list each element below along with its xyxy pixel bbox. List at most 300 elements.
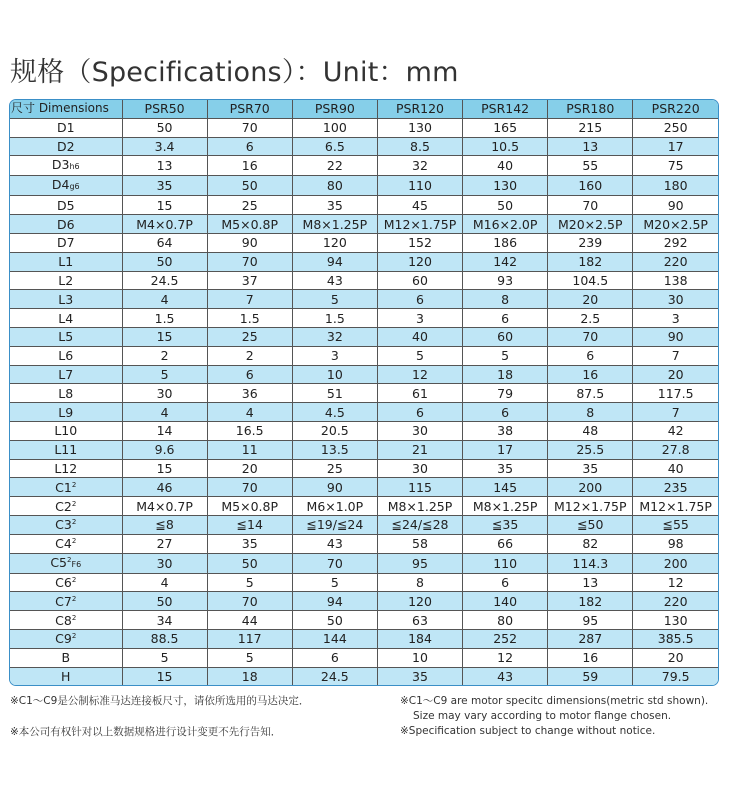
- table-cell: 4: [122, 290, 207, 309]
- table-cell: 10: [292, 365, 377, 384]
- dimension-label: [10, 365, 122, 384]
- table-cell: 43: [463, 667, 548, 685]
- table-row: [10, 137, 718, 156]
- table-cell: 10.5: [463, 137, 548, 156]
- table-row: [10, 629, 718, 648]
- note-cn-motor-dimensions: ※C1～C9是公制标准马达连接板尺寸，请依所选用的马达决定．: [10, 695, 310, 707]
- table-cell: 2: [207, 346, 292, 365]
- dimension-label-text: D5: [56, 197, 75, 213]
- table-cell: 20: [548, 290, 633, 309]
- table-cell: 138: [633, 271, 718, 290]
- dimension-label-text: L9: [58, 404, 74, 420]
- table-cell: 12: [377, 365, 462, 384]
- table-cell: 59: [548, 667, 633, 685]
- table-cell: 5: [122, 648, 207, 667]
- table-cell: 40: [377, 327, 462, 346]
- dimensions-header: 尺寸 Dimensions: [10, 100, 122, 118]
- table-cell: 5: [463, 346, 548, 365]
- table-cell: 25: [207, 196, 292, 215]
- dimension-label: [10, 534, 122, 553]
- table-cell: 6: [292, 648, 377, 667]
- table-cell: 6: [377, 290, 462, 309]
- dimension-label-text: L10: [54, 423, 78, 439]
- table-cell: 32: [292, 327, 377, 346]
- table-cell: 120: [377, 252, 462, 271]
- model-header: PSR120: [377, 100, 462, 118]
- table-cell: 21: [377, 440, 462, 459]
- table-cell: 182: [548, 592, 633, 611]
- table-cell: 120: [292, 233, 377, 252]
- dimension-label: [10, 515, 122, 534]
- dimension-label-text: D6: [56, 216, 75, 232]
- table-cell: 120: [377, 592, 462, 611]
- table-cell: 80: [292, 176, 377, 196]
- table-cell: M12×1.75P: [548, 497, 633, 516]
- table-cell: 1.5: [292, 309, 377, 328]
- table-cell: 25.5: [548, 440, 633, 459]
- table-cell: 35: [548, 459, 633, 478]
- dimension-superscript: 2: [71, 632, 77, 641]
- table-cell: 6: [463, 573, 548, 592]
- table-cell: 60: [377, 271, 462, 290]
- table-cell: 43: [292, 271, 377, 290]
- table-cell: ≦14: [207, 515, 292, 534]
- dimension-label-text: D4: [51, 177, 70, 193]
- table-cell: 64: [122, 233, 207, 252]
- table-row: [10, 196, 718, 215]
- dimension-label-text: B: [61, 650, 71, 666]
- dimension-label-text: C3: [55, 517, 72, 533]
- table-cell: 90: [207, 233, 292, 252]
- table-cell: 5: [207, 573, 292, 592]
- table-cell: 1.5: [207, 309, 292, 328]
- table-cell: 16.5: [207, 421, 292, 440]
- table-cell: 87.5: [548, 384, 633, 403]
- dimension-superscript: 2: [71, 594, 77, 603]
- table-cell: M8×1.25P: [377, 497, 462, 516]
- table-cell: ≦35: [463, 515, 548, 534]
- table-cell: 220: [633, 592, 718, 611]
- table-cell: 8: [377, 573, 462, 592]
- dimension-label: [10, 271, 122, 290]
- table-cell: 20: [633, 648, 718, 667]
- table-cell: 235: [633, 478, 718, 497]
- table-cell: 292: [633, 233, 718, 252]
- table-cell: 36: [207, 384, 292, 403]
- table-cell: 9.6: [122, 440, 207, 459]
- table-cell: 24.5: [292, 667, 377, 685]
- dimension-superscript: 2: [71, 499, 77, 508]
- table-cell: 35: [292, 196, 377, 215]
- dimension-label-text: D7: [56, 235, 75, 251]
- table-row: [10, 176, 718, 196]
- table-cell: 239: [548, 233, 633, 252]
- table-cell: 24.5: [122, 271, 207, 290]
- table-cell: 60: [463, 327, 548, 346]
- table-cell: 90: [633, 196, 718, 215]
- table-cell: 93: [463, 271, 548, 290]
- table-cell: 79.5: [633, 667, 718, 685]
- table-row: [10, 156, 718, 176]
- table-cell: 117: [207, 629, 292, 648]
- dimension-label-text: C7: [55, 593, 72, 609]
- table-row: [10, 553, 718, 573]
- table-cell: 88.5: [122, 629, 207, 648]
- table-cell: 4: [122, 403, 207, 422]
- table-cell: 144: [292, 629, 377, 648]
- dimension-label: [10, 459, 122, 478]
- table-cell: 110: [377, 176, 462, 196]
- table-cell: 6: [207, 137, 292, 156]
- table-cell: ≦8: [122, 515, 207, 534]
- dimension-label-text: D3: [51, 157, 70, 173]
- dimension-label: [10, 327, 122, 346]
- table-row: [10, 497, 718, 516]
- table-cell: 130: [463, 176, 548, 196]
- dimension-label: [10, 611, 122, 630]
- dimension-label-text: C2: [55, 498, 72, 514]
- table-cell: 46: [122, 478, 207, 497]
- table-row: [10, 252, 718, 271]
- table-cell: 70: [292, 553, 377, 573]
- table-cell: 50: [122, 252, 207, 271]
- table-row: [10, 667, 718, 685]
- table-cell: 6: [548, 346, 633, 365]
- table-cell: 32: [377, 156, 462, 176]
- dimension-label-text: L1: [58, 254, 74, 270]
- table-cell: 25: [207, 327, 292, 346]
- table-cell: 13.5: [292, 440, 377, 459]
- dimension-label: [10, 592, 122, 611]
- table-cell: 16: [548, 648, 633, 667]
- table-cell: 45: [377, 196, 462, 215]
- table-cell: 61: [377, 384, 462, 403]
- table-cell: 184: [377, 629, 462, 648]
- note-cn-change-notice: ※本公司有权针对以上数据规格进行设计变更不先行告知．: [10, 726, 282, 738]
- table-cell: 17: [463, 440, 548, 459]
- table-row: [10, 365, 718, 384]
- dimension-label-text: C6: [55, 574, 72, 590]
- table-cell: 22: [292, 156, 377, 176]
- tolerance-subscript: g6: [69, 182, 80, 192]
- table-cell: 12: [463, 648, 548, 667]
- table-cell: 140: [463, 592, 548, 611]
- table-cell: 98: [633, 534, 718, 553]
- table-cell: 66: [463, 534, 548, 553]
- table-cell: 160: [548, 176, 633, 196]
- dimension-label: [10, 118, 122, 137]
- table-cell: 3: [377, 309, 462, 328]
- table-cell: 2.5: [548, 309, 633, 328]
- table-cell: 7: [633, 346, 718, 365]
- table-cell: M20×2.5P: [548, 215, 633, 234]
- dimension-label: [10, 497, 122, 516]
- table-cell: 75: [633, 156, 718, 176]
- dimension-label: [10, 346, 122, 365]
- table-cell: M16×2.0P: [463, 215, 548, 234]
- table-cell: 70: [548, 196, 633, 215]
- table-cell: 63: [377, 611, 462, 630]
- table-cell: 50: [292, 611, 377, 630]
- table-cell: 10: [377, 648, 462, 667]
- table-cell: M12×1.75P: [377, 215, 462, 234]
- table-cell: 100: [292, 118, 377, 137]
- table-cell: 95: [548, 611, 633, 630]
- table-cell: M4×0.7P: [122, 497, 207, 516]
- table-cell: 30: [377, 459, 462, 478]
- table-cell: 3: [292, 346, 377, 365]
- table-cell: 13: [548, 573, 633, 592]
- table-cell: 13: [548, 137, 633, 156]
- table-cell: 95: [377, 553, 462, 573]
- table-cell: 7: [207, 290, 292, 309]
- dimension-superscript: 2: [71, 575, 77, 584]
- note-en-motor-dimensions: ※C1～C9 are motor specitc dimensions(metric std shown).: [400, 695, 709, 707]
- table-cell: 5: [292, 573, 377, 592]
- dimension-label: [10, 252, 122, 271]
- table-cell: ≦19/≦24: [292, 515, 377, 534]
- dimension-label-text: C1: [55, 479, 72, 495]
- table-cell: 3: [633, 309, 718, 328]
- table-cell: 16: [548, 365, 633, 384]
- table-cell: 4: [207, 403, 292, 422]
- table-cell: 2: [122, 346, 207, 365]
- table-cell: 55: [548, 156, 633, 176]
- table-row: [10, 611, 718, 630]
- table-cell: 40: [463, 156, 548, 176]
- table-cell: 70: [207, 478, 292, 497]
- table-header-row: [10, 100, 718, 118]
- table-cell: 90: [292, 478, 377, 497]
- table-cell: 12: [633, 573, 718, 592]
- dimension-label: [10, 440, 122, 459]
- dimension-superscript: 2: [71, 518, 77, 527]
- table-cell: 6: [463, 403, 548, 422]
- dimension-label: [10, 403, 122, 422]
- dimension-superscript: 2: [71, 613, 77, 622]
- dimension-label-text: D1: [56, 120, 75, 136]
- dimension-label-text: L8: [58, 385, 74, 401]
- table-row: [10, 421, 718, 440]
- table-body: [10, 118, 718, 685]
- table-cell: 215: [548, 118, 633, 137]
- dimension-label-text: L7: [58, 366, 74, 382]
- table-cell: 152: [377, 233, 462, 252]
- dimension-label-text: C8: [55, 612, 72, 628]
- table-cell: 115: [377, 478, 462, 497]
- table-cell: 70: [207, 252, 292, 271]
- table-cell: 250: [633, 118, 718, 137]
- table-cell: 30: [122, 384, 207, 403]
- table-cell: 20: [207, 459, 292, 478]
- table-cell: 50: [463, 196, 548, 215]
- table-cell: 15: [122, 327, 207, 346]
- table-cell: M5×0.8P: [207, 497, 292, 516]
- dimension-superscript: 2: [67, 555, 72, 564]
- table-row: [10, 534, 718, 553]
- table-cell: M8×1.25P: [463, 497, 548, 516]
- table-cell: 5: [122, 365, 207, 384]
- table-cell: 43: [292, 534, 377, 553]
- table-cell: 50: [207, 176, 292, 196]
- dimension-label-text: L5: [58, 329, 74, 345]
- table-cell: 4.5: [292, 403, 377, 422]
- table-cell: 15: [122, 667, 207, 685]
- table-cell: 165: [463, 118, 548, 137]
- table-cell: 117.5: [633, 384, 718, 403]
- table-cell: 44: [207, 611, 292, 630]
- table-cell: 5: [292, 290, 377, 309]
- table-cell: 1.5: [122, 309, 207, 328]
- table-cell: 70: [207, 118, 292, 137]
- dimension-superscript: 2: [71, 536, 77, 545]
- dimension-label-text: L11: [54, 442, 78, 458]
- dimension-label: [10, 573, 122, 592]
- table-cell: 82: [548, 534, 633, 553]
- dimension-label: [10, 215, 122, 234]
- table-row: [10, 573, 718, 592]
- table-cell: 14: [122, 421, 207, 440]
- table-cell: 3.4: [122, 137, 207, 156]
- model-header: PSR90: [292, 100, 377, 118]
- dimension-label-text: L3: [58, 291, 74, 307]
- table-cell: 142: [463, 252, 548, 271]
- dimension-label: [10, 478, 122, 497]
- table-cell: 94: [292, 592, 377, 611]
- dimension-label-text: L4: [58, 310, 74, 326]
- dimension-label: [10, 667, 122, 685]
- table-cell: M6×1.0P: [292, 497, 377, 516]
- table-cell: 18: [207, 667, 292, 685]
- table-cell: 252: [463, 629, 548, 648]
- table-cell: 13: [122, 156, 207, 176]
- note-en-change-notice: ※Specification subject to change without notice.: [400, 725, 656, 737]
- note-en-motor-flange: Size may vary according to motor flange chosen.: [413, 710, 672, 722]
- tolerance-subscript: F6: [71, 559, 82, 569]
- table-cell: 186: [463, 233, 548, 252]
- dimension-label: [10, 648, 122, 667]
- table-cell: M20×2.5P: [633, 215, 718, 234]
- table-row: [10, 290, 718, 309]
- dimension-label: [10, 384, 122, 403]
- table-row: [10, 515, 718, 534]
- table-cell: 130: [377, 118, 462, 137]
- table-cell: M4×0.7P: [122, 215, 207, 234]
- table-cell: 11: [207, 440, 292, 459]
- dimension-label: [10, 629, 122, 648]
- model-header: PSR220: [633, 100, 718, 118]
- table-cell: 287: [548, 629, 633, 648]
- table-cell: 20.5: [292, 421, 377, 440]
- dimension-label-text: C4: [55, 536, 72, 552]
- table-cell: 50: [122, 592, 207, 611]
- table-cell: 20: [633, 365, 718, 384]
- dimension-label: [10, 156, 122, 176]
- table-cell: 5: [207, 648, 292, 667]
- table-row: [10, 384, 718, 403]
- table-cell: 30: [122, 553, 207, 573]
- dimension-superscript: 2: [71, 480, 77, 489]
- dimension-label-text: C5: [50, 554, 67, 570]
- dimension-label: [10, 421, 122, 440]
- table-cell: ≦24/≦28: [377, 515, 462, 534]
- table-cell: 130: [633, 611, 718, 630]
- table-row: [10, 271, 718, 290]
- table-cell: 79: [463, 384, 548, 403]
- table-cell: 200: [633, 553, 718, 573]
- table-cell: 4: [122, 573, 207, 592]
- table-row: [10, 346, 718, 365]
- table-cell: 50: [122, 118, 207, 137]
- table-cell: 18: [463, 365, 548, 384]
- table-cell: 6: [377, 403, 462, 422]
- table-row: [10, 478, 718, 497]
- table-cell: 35: [207, 534, 292, 553]
- table-cell: 58: [377, 534, 462, 553]
- table-cell: 385.5: [633, 629, 718, 648]
- table-cell: 50: [207, 553, 292, 573]
- table-cell: 70: [207, 592, 292, 611]
- table-cell: 7: [633, 403, 718, 422]
- table-cell: ≦50: [548, 515, 633, 534]
- dimension-label: [10, 196, 122, 215]
- table-cell: 38: [463, 421, 548, 440]
- dimension-label-text: C9: [55, 631, 72, 647]
- table-cell: 15: [122, 196, 207, 215]
- table-row: [10, 327, 718, 346]
- table-cell: 6: [463, 309, 548, 328]
- dimension-label-text: L6: [58, 348, 74, 364]
- table-cell: 25: [292, 459, 377, 478]
- table-cell: 27.8: [633, 440, 718, 459]
- dimension-label-text: L2: [58, 272, 74, 288]
- dimension-label-text: H: [61, 668, 71, 684]
- table-cell: 8: [463, 290, 548, 309]
- dimension-label: [10, 137, 122, 156]
- table-row: [10, 215, 718, 234]
- table-cell: 6: [207, 365, 292, 384]
- table-cell: 80: [463, 611, 548, 630]
- model-header: PSR142: [463, 100, 548, 118]
- table-cell: 110: [463, 553, 548, 573]
- table-cell: 42: [633, 421, 718, 440]
- model-header: PSR70: [207, 100, 292, 118]
- table-cell: M5×0.8P: [207, 215, 292, 234]
- table-cell: 200: [548, 478, 633, 497]
- table-cell: 5: [377, 346, 462, 365]
- table-row: [10, 309, 718, 328]
- table-cell: 37: [207, 271, 292, 290]
- table-cell: 35: [377, 667, 462, 685]
- table-cell: 15: [122, 459, 207, 478]
- table-cell: 220: [633, 252, 718, 271]
- table-row: [10, 459, 718, 478]
- table-cell: 35: [463, 459, 548, 478]
- dimension-label: [10, 176, 122, 196]
- specifications-table: [10, 100, 718, 685]
- table-cell: 30: [377, 421, 462, 440]
- dimension-label: [10, 233, 122, 252]
- dimension-label-text: D2: [56, 138, 75, 154]
- table-cell: 17: [633, 137, 718, 156]
- table-row: [10, 403, 718, 422]
- table-cell: 40: [633, 459, 718, 478]
- table-cell: 34: [122, 611, 207, 630]
- table-cell: 30: [633, 290, 718, 309]
- table-cell: M12×1.75P: [633, 497, 718, 516]
- table-cell: 6.5: [292, 137, 377, 156]
- specifications-table-container: [9, 99, 719, 686]
